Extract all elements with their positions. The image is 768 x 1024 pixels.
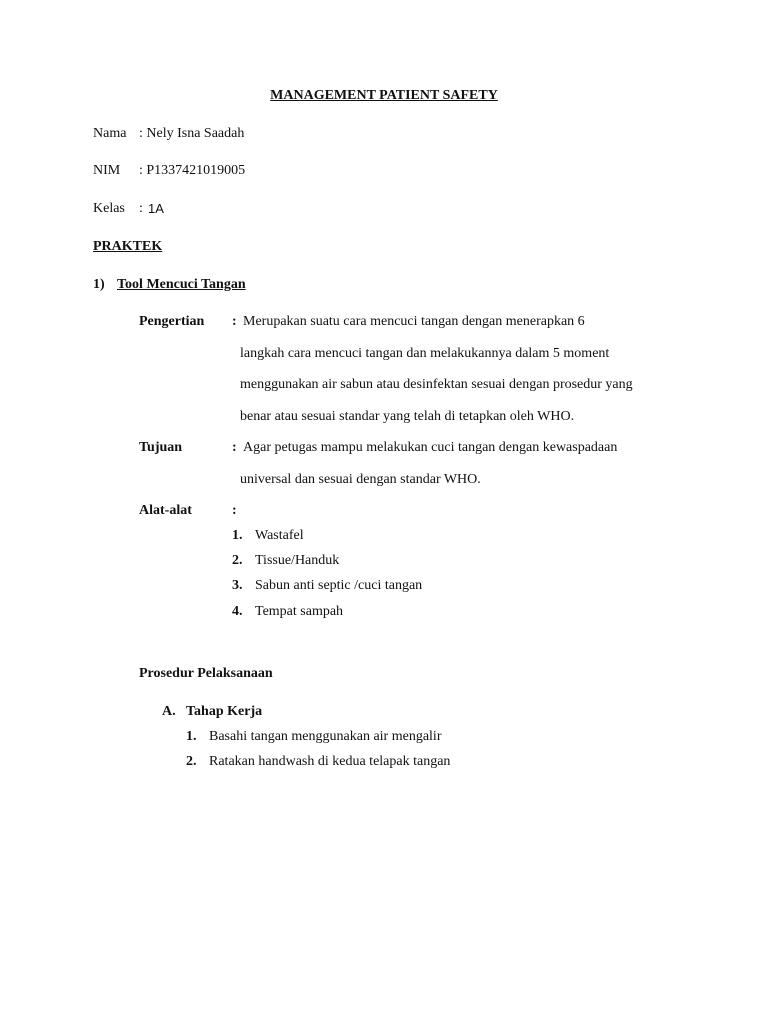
alat-item-text: Wastafel <box>255 528 304 543</box>
item-title: Tool Mencuci Tangan <box>117 277 246 292</box>
alat-item-text: Sabun anti septic /cuci tangan <box>255 578 423 593</box>
tujuan-colon: : <box>232 440 237 455</box>
alat-item-number: 1. <box>232 528 243 543</box>
nim-value: : P1337421019005 <box>139 163 246 178</box>
alat-item-number: 2. <box>232 553 243 568</box>
prosedur-heading: Prosedur Pelaksanaan <box>139 666 273 681</box>
stage-letter: A. <box>162 704 176 719</box>
name-value: : Nely Isna Saadah <box>139 126 245 141</box>
tujuan-line: universal dan sesuai dengan standar WHO. <box>240 472 481 487</box>
pengertian-line: Merupakan suatu cara mencuci tangan dengan menerapkan 6 <box>243 314 585 329</box>
pengertian-label: Pengertian <box>139 314 205 329</box>
step-text: Basahi tangan menggunakan air mengalir <box>209 729 442 744</box>
pengertian-line: menggunakan air sabun atau desinfektan sesuai dengan prosedur yang <box>240 377 633 392</box>
name-label: Nama <box>93 126 127 141</box>
pengertian-line: benar atau sesuai standar yang telah di tetapkan oleh WHO. <box>240 409 575 424</box>
class-colon: : <box>139 201 143 216</box>
alat-item-text: Tempat sampah <box>255 604 344 619</box>
nim-label: NIM <box>93 163 121 178</box>
document-title: MANAGEMENT PATIENT SAFETY <box>270 88 498 103</box>
alat-item-number: 4. <box>232 604 243 619</box>
pengertian-line: langkah cara mencuci tangan dan melakukannya dalam 5 moment <box>240 346 610 361</box>
alat-label: Alat-alat <box>139 503 192 518</box>
alat-item-text: Tissue/Handuk <box>255 553 340 568</box>
step-number: 2. <box>186 754 197 769</box>
step-number: 1. <box>186 729 197 744</box>
section-heading: PRAKTEK <box>93 239 163 254</box>
class-label: Kelas <box>93 201 125 216</box>
alat-colon: : <box>232 503 237 518</box>
item-number: 1) <box>93 277 105 292</box>
tujuan-label: Tujuan <box>139 440 183 455</box>
step-text: Ratakan handwash di kedua telapak tangan <box>209 754 451 769</box>
alat-item-number: 3. <box>232 578 243 593</box>
stage-title: Tahap Kerja <box>186 704 263 719</box>
pengertian-colon: : <box>232 314 237 329</box>
class-value: 1A <box>148 201 164 216</box>
tujuan-line: Agar petugas mampu melakukan cuci tangan dengan kewaspadaan <box>243 440 618 455</box>
